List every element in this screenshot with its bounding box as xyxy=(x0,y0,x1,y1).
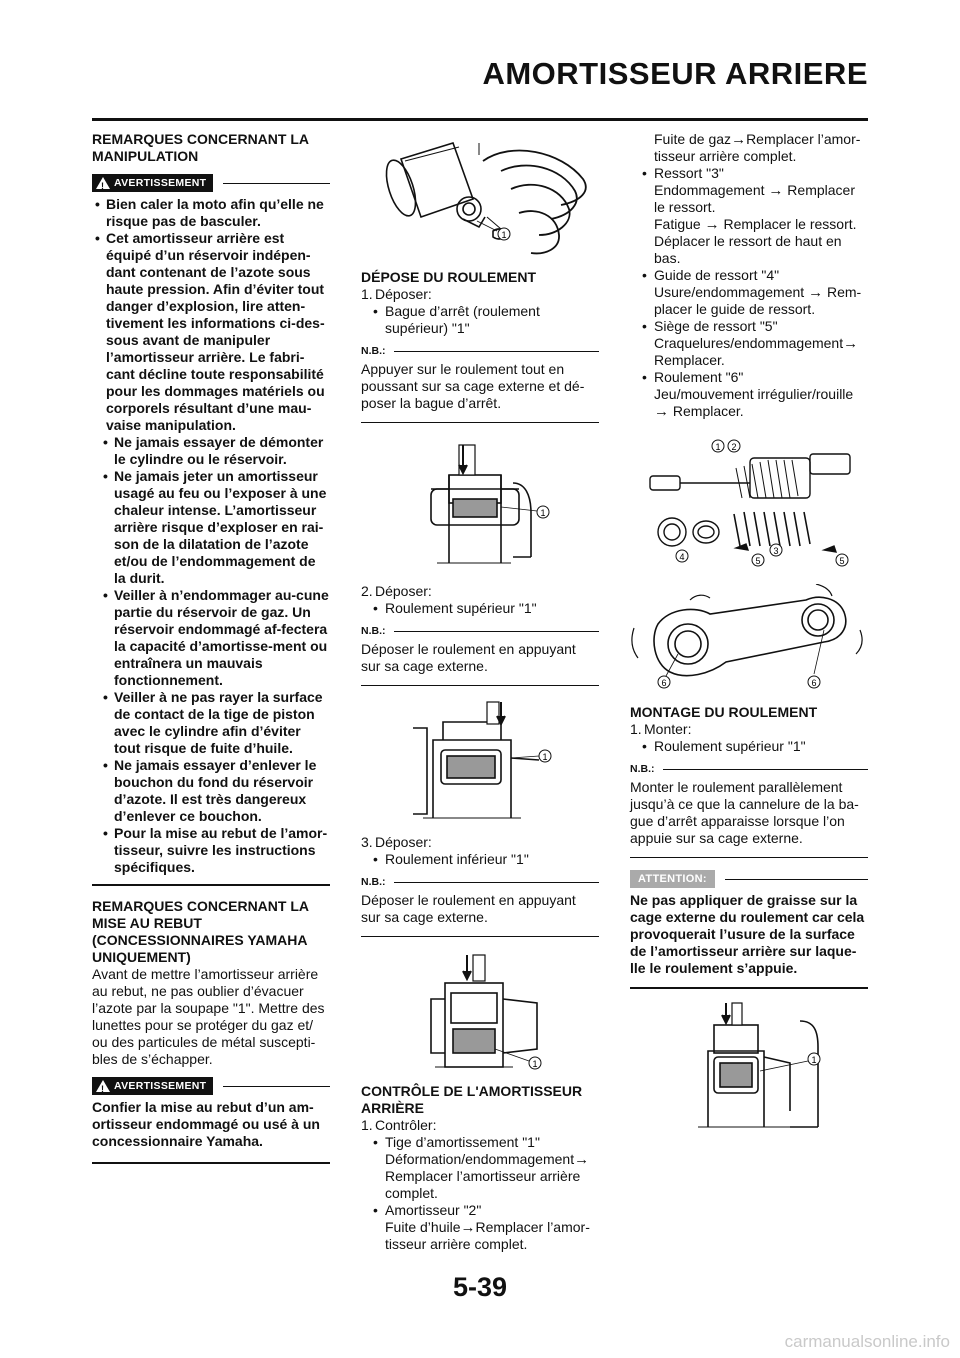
list-item: • Veiller à n’endommager au-cune partie du réservoir de gaz. Un réservoir endommagé af-fectera la capacité d’amortisse-ment ou entraînera un mauvais fonctionnement. xyxy=(100,587,330,689)
check-heading: CONTRÔLE DE L'AMORTISSEUR ARRIÈRE xyxy=(361,1083,583,1116)
install-heading: MONTAGE DU ROULEMENT xyxy=(630,704,818,720)
warning-badge: ! AVERTISSEMENT xyxy=(92,174,213,192)
nb-header: N.B.: xyxy=(361,623,599,640)
page-title: AMORTISSEUR ARRIERE xyxy=(482,56,868,91)
bearing-figure xyxy=(361,949,599,1075)
list-item: • Ne jamais jeter un amortisseur usagé au feu ou l’exposer à une chaleur intense. L’amortisseur arrière risque d’exploser en rai-son de la dilatation de l’azote et/ou de l’endommagement de la durit. xyxy=(100,468,330,587)
svg-text:1: 1 xyxy=(811,1055,817,1065)
svg-text:2: 2 xyxy=(731,442,737,452)
nb-text: Appuyer sur le roulement tout en poussant sur sa cage externe et dé-poser la bague d’arrêt. xyxy=(361,361,585,411)
column-right: Fuite de gaz→Remplacer l’amor-tisseur arrière complet. • Ressort "3" Endommagement → Remplacer le ressort. Fatigue → Remplacer le ressort. Déplacer le ressort de haut en bas. • Guide de ressort "4" Usure/endommagement → Rem-placer le guide de ressort. • Siège de ressort "5" Craquelures/endommagement→ Remplacer. • Roulement "6" Jeu/mouvement irrégulier/rouille → Remplacer. 1 2 3 4 5 5 6 6 MONTAGE DU ROULEMENT 1. Monter: • Roulement supérieur "1" N.B.: Monter le roulement parallèlement jusqu’à ce que la cannelure de la ba-gue d’arrêt apparaisse lorsque l’on appuie sur sa cage externe. ATTENTION: Ne pas appliquer de graisse sur la cage externe du roulement car cela provoquerait l’usure de la surface de l’amortisseur arrière sur laque-lle le roulement s’appuie. 1 xyxy=(630,131,868,1141)
nb-text: Monter le roulement parallèlement jusqu’à ce que la cannelure de la ba-gue d’arrêt apparaisse lorsque l’on appuie sur sa cage externe. xyxy=(630,779,859,846)
nb-header: N.B.: xyxy=(361,874,599,891)
disposal-text: Avant de mettre l’amortisseur arrière au rebut, ne pas oublier d’évacuer l’azote par la soupape "1". Mettre des lunettes pour se protéger du gaz et/ ou des particules de métal suscepti-bles de s’échapper. xyxy=(92,966,325,1067)
svg-text:6: 6 xyxy=(811,678,817,688)
list-item: • Pour la mise au rebut de l’amor-tisseur, suivre les instructions spécifiques. xyxy=(100,825,330,876)
svg-text:1: 1 xyxy=(542,752,548,762)
shock-absorber-figure xyxy=(361,131,599,259)
list-item: • Ne jamais essayer de démonter le cylindre ou le réservoir. xyxy=(100,434,330,468)
nb-text: Déposer le roulement en appuyant sur sa cage externe. xyxy=(361,641,576,674)
handling-heading: REMARQUES CONCERNANT LA MANIPULATION xyxy=(92,131,309,164)
attention-text: Ne pas appliquer de graisse sur la cage externe du roulement car cela provoquerait l’usure de la surface de l’amortisseur arrière sur laque-lle le roulement s’appuie. xyxy=(630,892,865,976)
bearing-housing-figure xyxy=(630,584,868,696)
nb-header: N.B.: xyxy=(630,761,868,778)
watermark: carmanualsonline.info xyxy=(784,1332,950,1351)
disposal-warning-text: Confier la mise au rebut d’un am-ortisseur endommagé ou usé à un concessionnaire Yamaha. xyxy=(92,1099,320,1149)
svg-text:6: 6 xyxy=(661,678,667,688)
attention-header xyxy=(630,870,868,888)
nb-text: Déposer le roulement en appuyant sur sa cage externe. xyxy=(361,892,576,925)
list-item: • Ne jamais essayer d’enlever le bouchon du fond du réservoir d’azote. Il est très dangereux d’enlever ce bouchon. xyxy=(100,757,330,825)
nb-header: N.B.: xyxy=(361,343,599,360)
svg-text:1: 1 xyxy=(532,1059,538,1069)
svg-text:4: 4 xyxy=(679,552,685,562)
list-item: • Veiller à ne pas rayer la surface de contact de la tige de piston avec le cylindre afin d’éviter tout risque de fuite d’huile. xyxy=(100,689,330,757)
svg-text:5: 5 xyxy=(755,556,761,566)
list-item: • Cet amortisseur arrière est équipé d’un réservoir indépen-dant contenant de l’azote sous haute pression. Afin d’éviter tout danger d’explosion, lire atten-tivement les informations ci-des-sous avant de manipuler l’amortisseur arrière. Le fabri-cant décline toute responsabilité pour les dommages matériels ou corporels résultant d’une mau-vaise manipulation. xyxy=(92,230,330,434)
bearing-install-figure xyxy=(630,1001,868,1133)
disposal-heading: REMARQUES CONCERNANT LA MISE AU REBUT (CONCESSIONNAIRES YAMAHA UNIQUEMENT) xyxy=(92,898,309,965)
warning-triangle-icon: ! xyxy=(96,1080,110,1092)
svg-text:1: 1 xyxy=(540,508,546,518)
column-middle: 1 DÉPOSE DU ROULEMENT 1. Déposer: • Bague d’arrêt (roulement supérieur) "1" N.B.: Appuyer sur le roulement tout en poussant sur sa cage externe et dé-poser la bague d’arrêt. 1 2. Déposer: • Roulement supérieur "1" N.B.: Déposer le roulement en appuyant sur sa cage externe. 1 3. Déposer: • Roulement inférieur "1" N.B.: Déposer le roulement en appuyant sur sa cage externe. 1 CONTRÔLE DE L'AMORTISSEUR ARRIÈRE 1. Contrôler: • Tige d’amortissement "1" Déformation/endommagement→ Remplacer l’amortisseur arrière complet. • Amortisseur "2" Fuite d’huile→Remplacer l’amor-tisseur arrière complet. xyxy=(361,131,599,1253)
svg-text:3: 3 xyxy=(773,546,779,556)
page-number: 5-39 xyxy=(452,1272,508,1302)
title-rule xyxy=(92,118,868,121)
removal-heading: DÉPOSE DU ROULEMENT xyxy=(361,269,537,285)
bearing-figure xyxy=(361,698,599,826)
column-left xyxy=(92,131,330,1176)
shock-components-figure xyxy=(630,428,868,576)
attention-badge: ATTENTION: xyxy=(630,870,715,888)
bearing-figure xyxy=(361,435,599,575)
list-item: • Bien caler la moto afin qu’elle ne risque pas de basculer. xyxy=(92,196,330,230)
warning-badge: ! AVERTISSEMENT xyxy=(92,1077,213,1095)
svg-text:5: 5 xyxy=(839,556,845,566)
svg-text:1: 1 xyxy=(715,442,721,452)
svg-text:1: 1 xyxy=(501,230,507,240)
warning-triangle-icon: ! xyxy=(96,177,110,189)
handling-list xyxy=(92,196,330,876)
warning-header xyxy=(92,174,330,192)
warning-header xyxy=(92,1077,330,1095)
